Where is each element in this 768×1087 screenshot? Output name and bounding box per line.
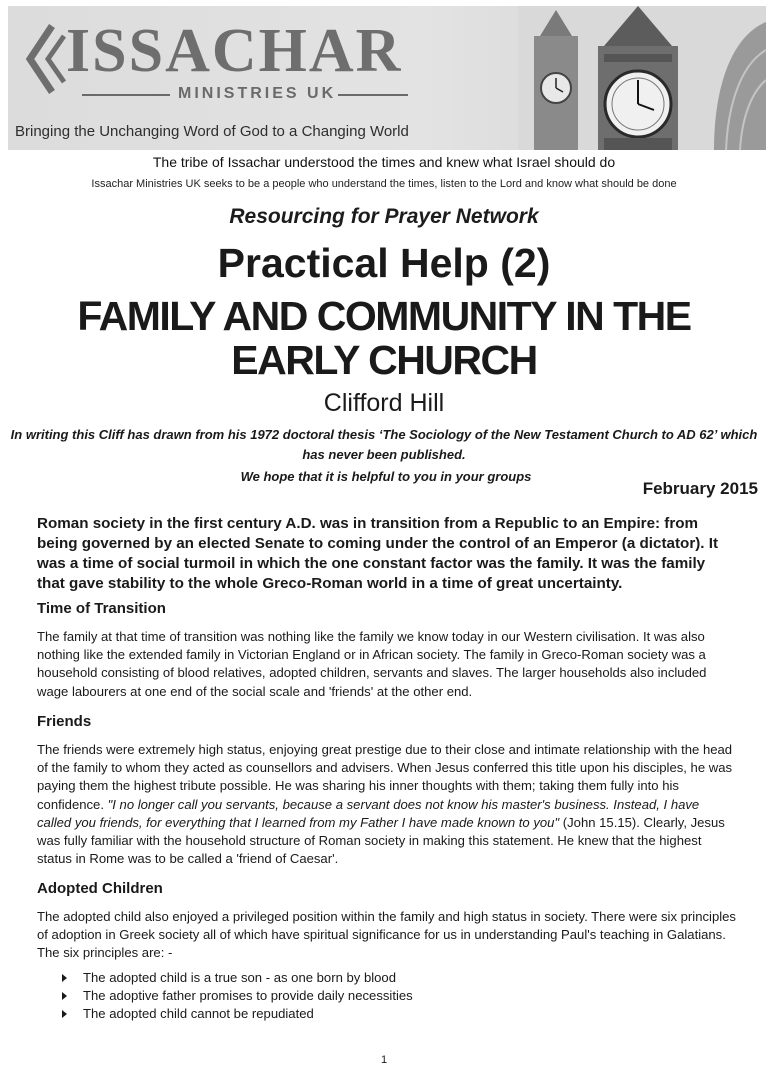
logo-rule-right [338, 94, 408, 96]
section-heading-adopted [37, 880, 737, 897]
section-heading-friends [37, 713, 737, 730]
page-number: 1 [380, 1054, 388, 1066]
logo-title: ISSACHAR [66, 17, 403, 85]
list-item-text: The adoptive father promises to provide daily necessities [83, 988, 413, 1003]
page-subtitle: FAMILY AND COMMUNITY IN THE EARLY CHURCH [77, 293, 691, 383]
heading-text: Adopted Children [37, 880, 163, 897]
mission-statement: Issachar Ministries UK seeks to be a people who understand the times, listen to the Lord and know what should be done [91, 178, 677, 190]
section-heading-transition [37, 600, 737, 617]
friends-text-before: The friends were extremely high status, enjoying great prestige due to their close and intimate relationship with the head of the family to whom they acted as counsellors and advisers. When Jesus conferred this title upon his disciples, he was paying them the highest tribute possible. He was sharing his inner thoughts with them; taking them fully into his confidence. [37, 742, 733, 812]
big-ben-clock-tower-icon [518, 6, 766, 150]
author-note: In writing this Cliff has drawn from his 1972 doctoral thesis ‘The Sociology of the New Testament Church to AD 62’ which has never been published. [10, 427, 758, 462]
hope-note: We hope that it is helpful to you in your groups [240, 469, 532, 484]
adopted-paragraph: The adopted child also enjoyed a privileged position within the family and high status in society. There were six principles of adoption in Greek society all of which have spiritual significance for us in understanding Paul's teaching in Galatians. The six principles are: - [37, 909, 736, 961]
motto: The tribe of Issachar understood the times and knew what Israel should do [152, 154, 616, 170]
friends-paragraph [37, 741, 737, 868]
page-title: Practical Help (2) [217, 240, 551, 286]
transition-paragraph: The family at that time of transition was nothing like the family we know today in our Western civilisation. It was also nothing like the extended family in Victorian England or in African society. The family in Greco-Roman society was a household consisting of blood relatives, adopted children, servants and slaves. The larger households also included wage labourers at one end of the social scale and 'friends' at the other end. [37, 629, 707, 699]
heading-text: Friends [37, 713, 92, 730]
publication-date: February 2015 [642, 479, 758, 498]
scripture-quote: "I no longer call you servants, because a servant does not know his master's business. Instead, I have called you friends, for everything that I learned from my Father I have made known to you" [37, 796, 700, 830]
list-item [60, 987, 760, 1005]
triangle-bullet-icon [62, 1010, 67, 1018]
network-heading: Resourcing for Prayer Network [229, 205, 539, 228]
triangle-bullet-icon [62, 974, 67, 982]
author-name: Clifford Hill [323, 389, 445, 417]
friends-text-after: (John 15.15). Clearly, Jesus was fully familiar with the household structure of Roman society in making this statement. He knew that the highest status in Rome was to be called a 'friend of Caesar'. [37, 814, 725, 867]
intro-paragraph: Roman society in the first century A.D. was in transition from a Republic to an Empire: from being governed by an elected Senate to coming under the control of an Emperor (a dictator). It was a time of social turmoil in which the one constant factor was the family. It was the family that gave stability to the whole Greco-Roman world in a time of great uncertainty. [37, 515, 718, 592]
adoption-principles-list [60, 969, 760, 1023]
list-item-text: The adopted child cannot be repudiated [83, 1006, 314, 1021]
list-item [60, 969, 760, 987]
list-item [60, 1005, 760, 1023]
logo-rule-left [82, 94, 170, 96]
list-item-text: The adopted child is a true son - as one born by blood [83, 970, 396, 985]
double-chevron-icon [22, 22, 66, 96]
banner-tagline: Bringing the Unchanging Word of God to a Changing World [15, 123, 409, 140]
logo-subtitle: MINISTRIES UK [178, 85, 337, 102]
header-banner [8, 6, 766, 150]
heading-text: Time of Transition [37, 600, 166, 617]
triangle-bullet-icon [62, 992, 67, 1000]
